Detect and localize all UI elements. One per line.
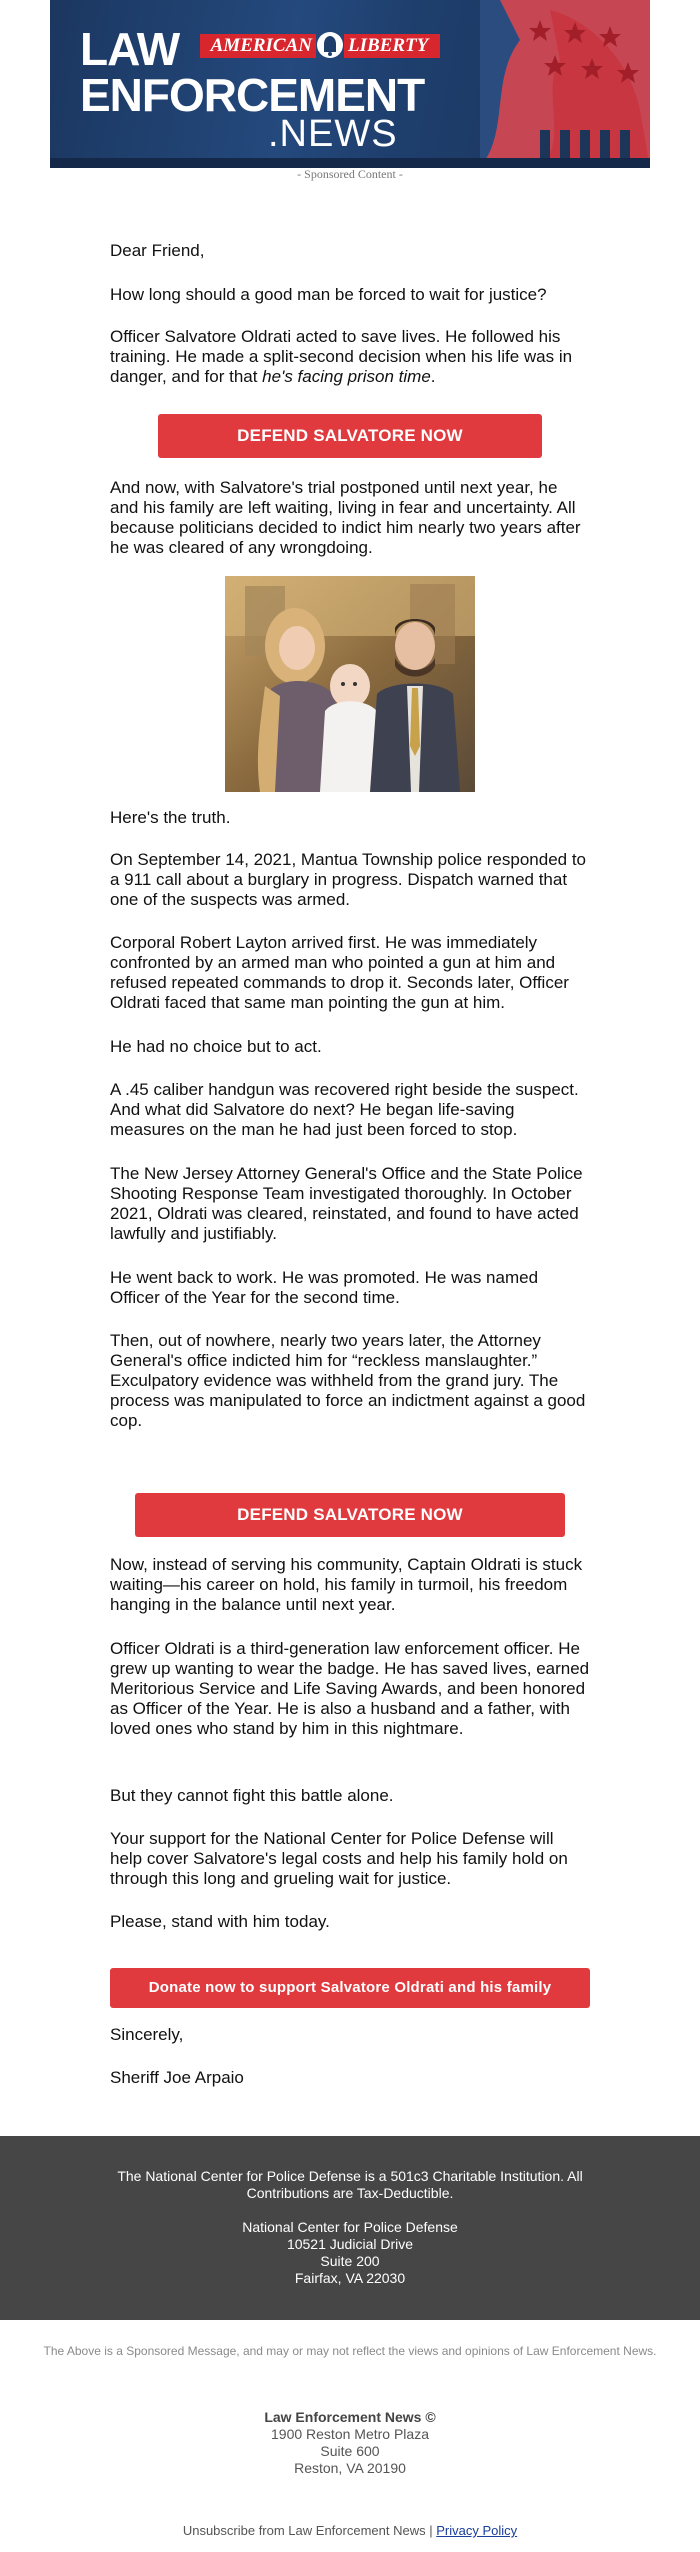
greeting: Dear Friend,: [110, 241, 205, 260]
org-city: Fairfax, VA 22030: [294, 2270, 406, 2286]
unsubscribe-link[interactable]: Unsubscribe from Law Enforcement News: [182, 2523, 426, 2538]
publisher-name: Law Enforcement News ©: [264, 2409, 436, 2425]
donate-button[interactable]: Donate now to support Salvatore Oldrati and his family: [110, 1968, 590, 2008]
paragraph-stuck-waiting: Now, instead of serving his community, Captain Oldrati is stuck waiting—his career on hold, his family in turmoil, his freedom hanging in the balance until next year.: [110, 1555, 583, 1614]
paragraph-support: Your support for the National Center for Police Defense will help cover Salvatore's legal costs and help his family hold on through this long and grueling wait for justice.: [110, 1829, 568, 1888]
paragraph-truth: Here's the truth.: [110, 808, 231, 827]
flag-graphic: [480, 0, 650, 168]
paragraph-third-generation: Officer Oldrati is a third-generation law enforcement officer. He grew up wanting to wear the badge. He has saved lives, earned Meritorious Service and Life Saving Awards, and been honored as Officer of the Year. He is also a husband and a father, with loved ones who stand by him in this nightmare.: [110, 1639, 590, 1738]
publisher-city: Reston, VA 20190: [294, 2460, 406, 2476]
paragraph-officer-acted: [110, 327, 590, 387]
sponsored-label: - Sponsored Content -: [297, 167, 403, 181]
closing: Sincerely,: [110, 2025, 184, 2044]
family-photo[interactable]: [225, 576, 475, 792]
defend-salvatore-button-1[interactable]: DEFEND SALVATORE NOW: [158, 414, 542, 458]
paragraph-trial-postponed: And now, with Salvatore's trial postponed until next year, he and his family are left waiting, living in fear and uncertainty. All because politicians decided to indict him nearly two years after he was cleared of any wrongdoing.: [110, 478, 581, 557]
sponsored-disclaimer: The Above is a Sponsored Message, and may or may not reflect the views and opinions of Law Enforcement News.: [43, 2344, 657, 2358]
org-street: 10521 Judicial Drive: [286, 2236, 414, 2252]
signature: Sheriff Joe Arpaio: [110, 2068, 244, 2087]
paragraph-no-choice: He had no choice but to act.: [110, 1037, 322, 1056]
publisher-suite: Suite 600: [320, 2443, 380, 2459]
paragraph-intro: How long should a good man be forced to wait for justice?: [110, 285, 547, 304]
charity-footer: [0, 2136, 700, 2320]
liberty-bell-icon: [316, 30, 344, 60]
org-suite: Suite 200: [320, 2253, 380, 2269]
paragraph-investigation: The New Jersey Attorney General's Office and the State Police Shooting Response Team investigated thoroughly. In October 2021, Oldrati was cleared, reinstated, and found to have acted lawfully and justifiably.: [110, 1164, 583, 1243]
privacy-policy-link[interactable]: Privacy Policy: [436, 2523, 518, 2538]
charity-line-1: The National Center for Police Defense is a 501c3 Charitable Institution. All: [117, 2168, 583, 2184]
brand-enforcement: ENFORCEMENT: [80, 69, 425, 121]
paragraph-stand-with-him: Please, stand with him today.: [110, 1912, 330, 1931]
publisher-street: 1900 Reston Metro Plaza: [271, 2426, 429, 2442]
header-banner[interactable]: [50, 0, 650, 168]
paragraph-handgun: A .45 caliber handgun was recovered right beside the suspect. And what did Salvatore do next? He began life-saving measures on the man he had just been forced to stop.: [110, 1080, 579, 1139]
brand-news: .NEWS: [268, 113, 398, 155]
american-liberty-badge: [200, 30, 440, 60]
link-separator: |: [429, 2523, 433, 2538]
paragraph-incident: On September 14, 2021, Mantua Township police responded to a 911 call about a burglary in progress. Dispatch warned that one of the suspects was armed.: [110, 850, 586, 909]
paragraph-promoted: He went back to work. He was promoted. He was named Officer of the Year for the second time.: [110, 1268, 539, 1307]
unsubscribe-row: [0, 2523, 700, 2538]
paragraph-officer-acted-text: Officer Salvatore Oldrati acted to save lives. He followed his training. He made a split-second decision when his life was in danger, and for that: [110, 327, 573, 386]
charity-line-2: Contributions are Tax-Deductible.: [246, 2185, 454, 2201]
org-name: National Center for Police Defense: [242, 2219, 458, 2235]
paragraph-layton: Corporal Robert Layton arrived first. He was immediately confronted by an armed man who pointed a gun at him and refused repeated commands to drop it. Seconds later, Officer Oldrati faced that same man pointing the gun at him.: [110, 933, 569, 1012]
paragraph-indicted: Then, out of nowhere, nearly two years later, the Attorney General's office indicted him for “reckless manslaughter.” Exculpatory evidence was withheld from the grand jury. The process was manipulated to force an indictment against a good cop.: [110, 1331, 586, 1430]
badge-american-text: AMERICAN: [200, 34, 316, 58]
badge-liberty-text: LIBERTY: [344, 34, 440, 58]
defend-salvatore-button-2[interactable]: DEFEND SALVATORE NOW: [135, 1493, 565, 1537]
paragraph-officer-acted-emphasis: he's facing prison time: [262, 367, 431, 386]
paragraph-cannot-fight: But they cannot fight this battle alone.: [110, 1786, 394, 1805]
paragraph-officer-acted-end: .: [430, 367, 436, 386]
brand-law: LAW: [80, 23, 180, 75]
